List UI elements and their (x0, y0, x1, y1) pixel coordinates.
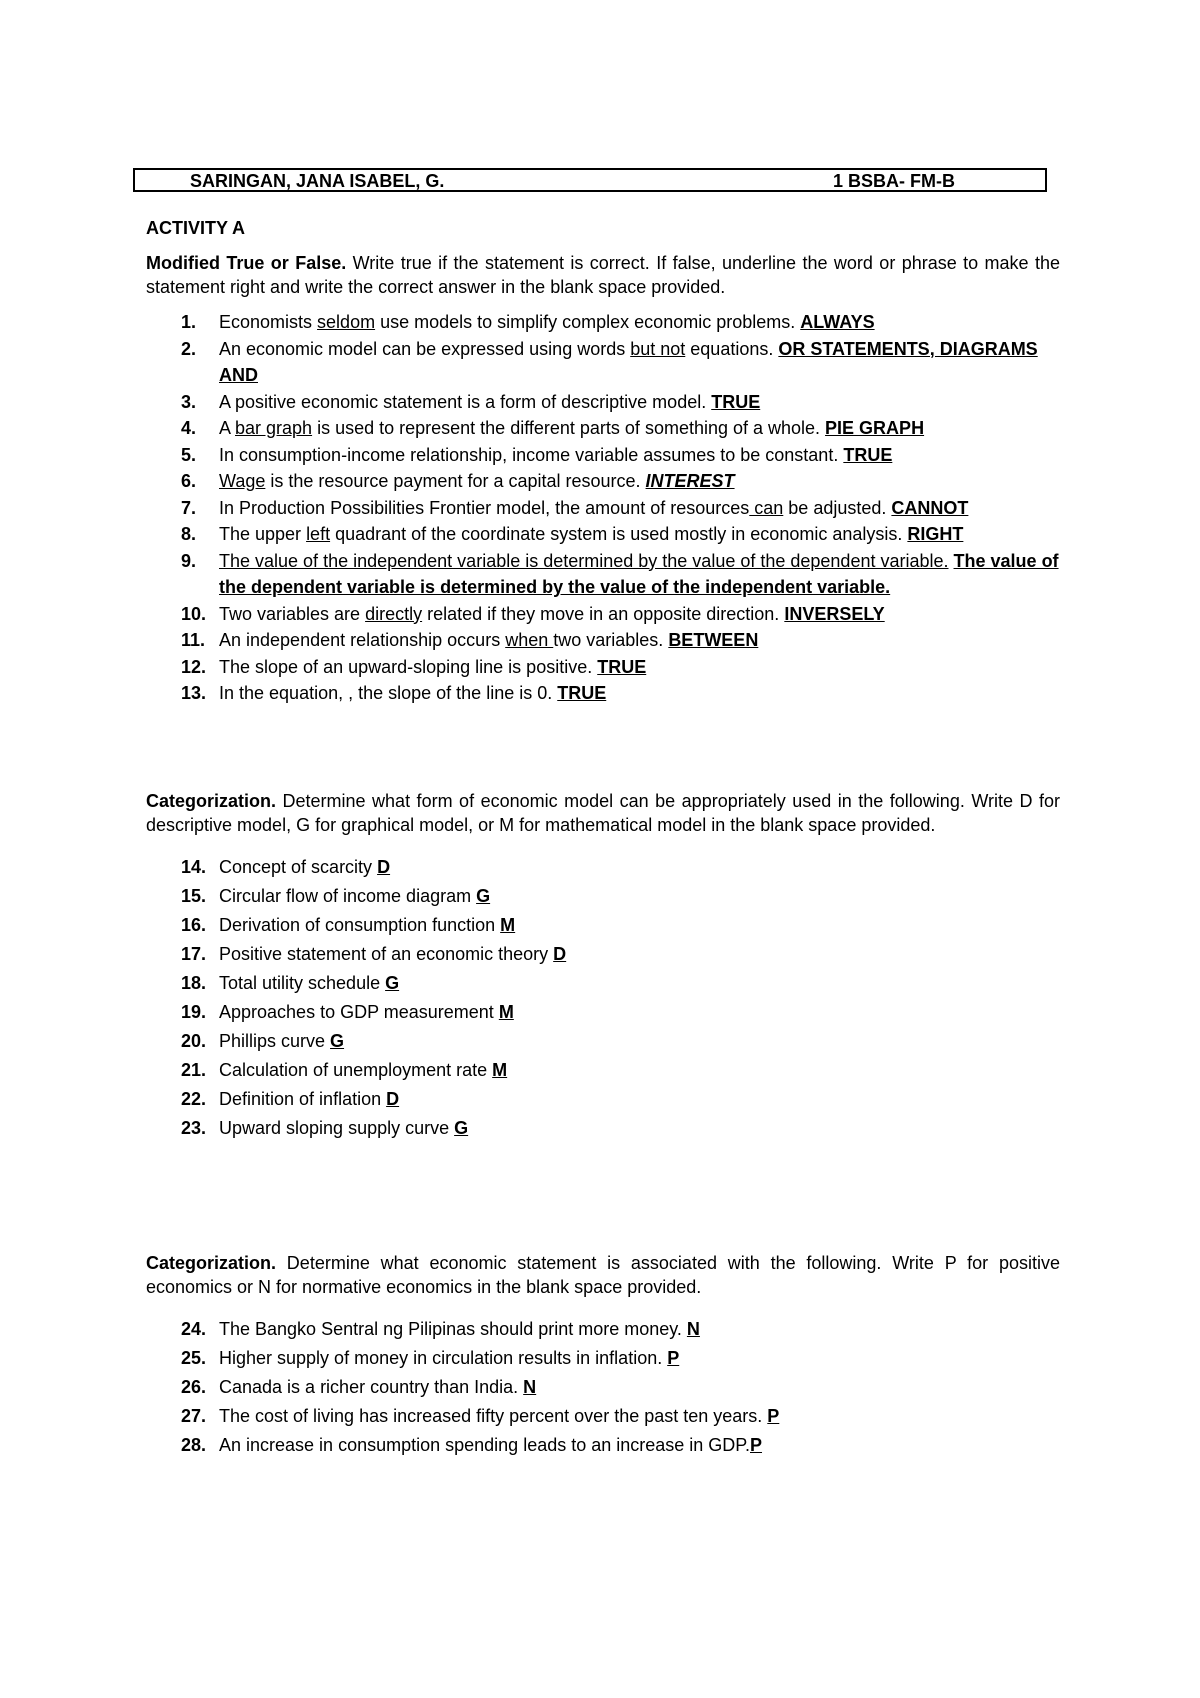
item-text: Definition of inflation (219, 1088, 387, 1109)
underlined-phrase: Wage (219, 471, 266, 491)
part3-instruction-text: Determine what economic statement is associated with the following. Write P for positive economics or N for normative economics in the blank space provided. (146, 1252, 1060, 1297)
answer: BETWEEN (668, 630, 759, 650)
answer: M (498, 1001, 514, 1022)
item-number: 27. (181, 1405, 207, 1426)
list-item (146, 521, 1060, 548)
statement-text: An independent relationship occurs (219, 630, 506, 650)
item-text: Calculation of unemployment rate (219, 1059, 493, 1080)
list-item (146, 940, 1060, 969)
list-item (146, 998, 1060, 1027)
part3-instructions (146, 1251, 1060, 1299)
answer: G (454, 1117, 469, 1138)
statement-categorization-list (146, 1315, 1060, 1460)
answer: CANNOT (891, 497, 969, 518)
student-section: 1 BSBA- FM-B (833, 171, 955, 191)
item-text: The cost of living has increased fifty percent over the past ten years. (219, 1405, 768, 1426)
underlined-phrase: seldom (317, 312, 376, 332)
item-number: 25. (181, 1347, 207, 1368)
answer: M (500, 914, 516, 935)
item-number: 14. (181, 856, 207, 877)
answer: RIGHT (907, 524, 964, 544)
item-number: 1. (181, 312, 197, 332)
list-item (146, 654, 1060, 681)
activity-title: ACTIVITY A (146, 218, 246, 238)
item-text: Circular flow of income diagram (219, 885, 477, 906)
item-text: Concept of scarcity (219, 856, 378, 877)
answer: D (377, 856, 391, 877)
statement-text: An economic model can be expressed using words (219, 338, 631, 359)
item-text: An increase in consumption spending leads to an increase in GDP. (219, 1434, 750, 1455)
statement-text: In the equation, , the slope of the line is 0. (219, 683, 558, 703)
answer: The value of the dependent variable is determined by the value of the independent variable. (219, 550, 1059, 597)
part2-instruction-text: Determine what form of economic model can be appropriately used in the following. Write D for descriptive model, G for graphical model, or M for mathematical model in the blank space provided. (146, 790, 1060, 835)
statement-text: equations. (685, 338, 779, 359)
list-item (146, 1373, 1060, 1402)
answer: TRUE (711, 391, 761, 412)
item-text: Higher supply of money in circulation results in inflation. (219, 1347, 668, 1368)
part1-instructions (146, 251, 1060, 299)
list-item (146, 1344, 1060, 1373)
item-number: 18. (181, 972, 207, 993)
answer: N (523, 1376, 537, 1397)
list-item (146, 853, 1060, 882)
statement-text: is used to represent the different parts of something of a whole. (312, 418, 826, 438)
list-item (146, 627, 1060, 654)
list-item (146, 389, 1060, 416)
answer: M (492, 1059, 508, 1080)
answer: D (386, 1088, 400, 1109)
item-text: Positive statement of an economic theory (219, 943, 554, 964)
part2-instruction-heading: Categorization. (146, 790, 277, 811)
item-number: 19. (181, 1001, 207, 1022)
statement-text: use models to simplify complex economic problems. (375, 312, 801, 332)
list-item (146, 1315, 1060, 1344)
item-number: 21. (181, 1059, 207, 1080)
answer: N (686, 1318, 700, 1339)
model-categorization-list (146, 853, 1060, 1143)
answer: G (385, 972, 400, 993)
statement-text: is the resource payment for a capital resource. (265, 471, 646, 491)
item-text: Canada is a richer country than India. (219, 1376, 524, 1397)
statement-text: In consumption-income relationship, income variable assumes to be constant. (219, 444, 844, 465)
item-number: 3. (181, 391, 197, 412)
student-name: SARINGAN, JANA ISABEL, G. (190, 171, 445, 191)
list-item (146, 911, 1060, 940)
list-item (146, 309, 1060, 336)
statement-text: The upper (219, 524, 307, 544)
item-number: 10. (181, 603, 207, 624)
part1-instruction-text: Write true if the statement is correct. If false, underline the word or phrase to make the statement right and write the correct answer in the blank space provided. (146, 253, 1060, 297)
answer: G (476, 885, 491, 906)
statement-text: Economists (219, 312, 318, 332)
statement-text: be adjusted. (783, 497, 892, 518)
statement-text: Two variables are (219, 603, 366, 624)
item-text: Total utility schedule (219, 972, 386, 993)
item-number: 26. (181, 1376, 207, 1397)
list-item (146, 468, 1060, 495)
answer: G (330, 1030, 345, 1051)
part2-instructions (146, 789, 1060, 837)
list-item (146, 442, 1060, 469)
header-box (133, 168, 1047, 192)
list-item (146, 415, 1060, 442)
answer: TRUE (597, 656, 647, 677)
answer: OR STATEMENTS, DIAGRAMS AND (219, 338, 1038, 385)
item-number: 15. (181, 885, 207, 906)
item-text: Approaches to GDP measurement (219, 1001, 499, 1022)
list-item (146, 548, 1060, 601)
list-item (146, 882, 1060, 911)
statement-text: related if they move in an opposite direction. (422, 603, 785, 624)
item-number: 17. (181, 943, 207, 964)
list-item (146, 601, 1060, 628)
statement-text: In Production Possibilities Frontier model, the amount of resources (219, 497, 750, 518)
answer: D (553, 943, 567, 964)
statement-text: quadrant of the coordinate system is used mostly in economic analysis. (330, 524, 908, 544)
answer: P (767, 1405, 780, 1426)
statement-text: The slope of an upward-sloping line is positive. (219, 656, 598, 677)
item-number: 22. (181, 1088, 207, 1109)
item-number: 7. (181, 497, 197, 518)
answer: P (667, 1347, 680, 1368)
list-item (146, 969, 1060, 998)
list-item (146, 336, 1060, 389)
item-number: 9. (181, 550, 197, 571)
list-item (146, 1056, 1060, 1085)
item-number: 20. (181, 1030, 207, 1051)
answer: TRUE (557, 683, 607, 703)
underlined-phrase: can (749, 497, 784, 518)
item-number: 24. (181, 1318, 207, 1339)
underlined-phrase: bar graph (235, 418, 313, 438)
underlined-phrase: but not (630, 338, 686, 359)
item-number: 28. (181, 1434, 207, 1455)
item-number: 12. (181, 656, 207, 677)
statement-text: two variables. (553, 630, 669, 650)
item-number: 2. (181, 338, 197, 359)
answer: INTEREST (645, 471, 735, 491)
answer: INVERSELY (784, 603, 885, 624)
item-number: 4. (181, 418, 197, 438)
answer: ALWAYS (800, 312, 875, 332)
underlined-phrase: when (505, 630, 554, 650)
item-number: 8. (181, 524, 197, 544)
statement-text: A positive economic statement is a form of descriptive model. (219, 391, 712, 412)
underlined-phrase: The value of the independent variable is determined by the value of the dependent variable. (219, 550, 949, 571)
item-number: 11. (181, 630, 206, 650)
item-number: 5. (181, 444, 197, 465)
item-text: Phillips curve (219, 1030, 331, 1051)
list-item (146, 495, 1060, 522)
statement-text: A (219, 418, 236, 438)
list-item (146, 1114, 1060, 1143)
item-number: 16. (181, 914, 207, 935)
list-item (146, 1431, 1060, 1460)
list-item (146, 1402, 1060, 1431)
item-text: Derivation of consumption function (219, 914, 501, 935)
list-item (146, 1027, 1060, 1056)
item-number: 23. (181, 1117, 207, 1138)
item-text: The Bangko Sentral ng Pilipinas should print more money. (219, 1318, 687, 1339)
underlined-phrase: left (306, 524, 331, 544)
true-false-list (146, 309, 1060, 707)
item-number: 6. (181, 471, 197, 491)
answer: TRUE (843, 444, 893, 465)
underlined-phrase: directly (365, 603, 423, 624)
answer: PIE GRAPH (825, 418, 925, 438)
list-item (146, 680, 1060, 707)
answer: P (750, 1434, 763, 1455)
item-text: Upward sloping supply curve (219, 1117, 455, 1138)
list-item (146, 1085, 1060, 1114)
document-body (146, 218, 1060, 1460)
part1-instruction-heading: Modified True or False. (146, 253, 347, 273)
part3-instruction-heading: Categorization. (146, 1252, 277, 1273)
item-number: 13. (181, 683, 207, 703)
